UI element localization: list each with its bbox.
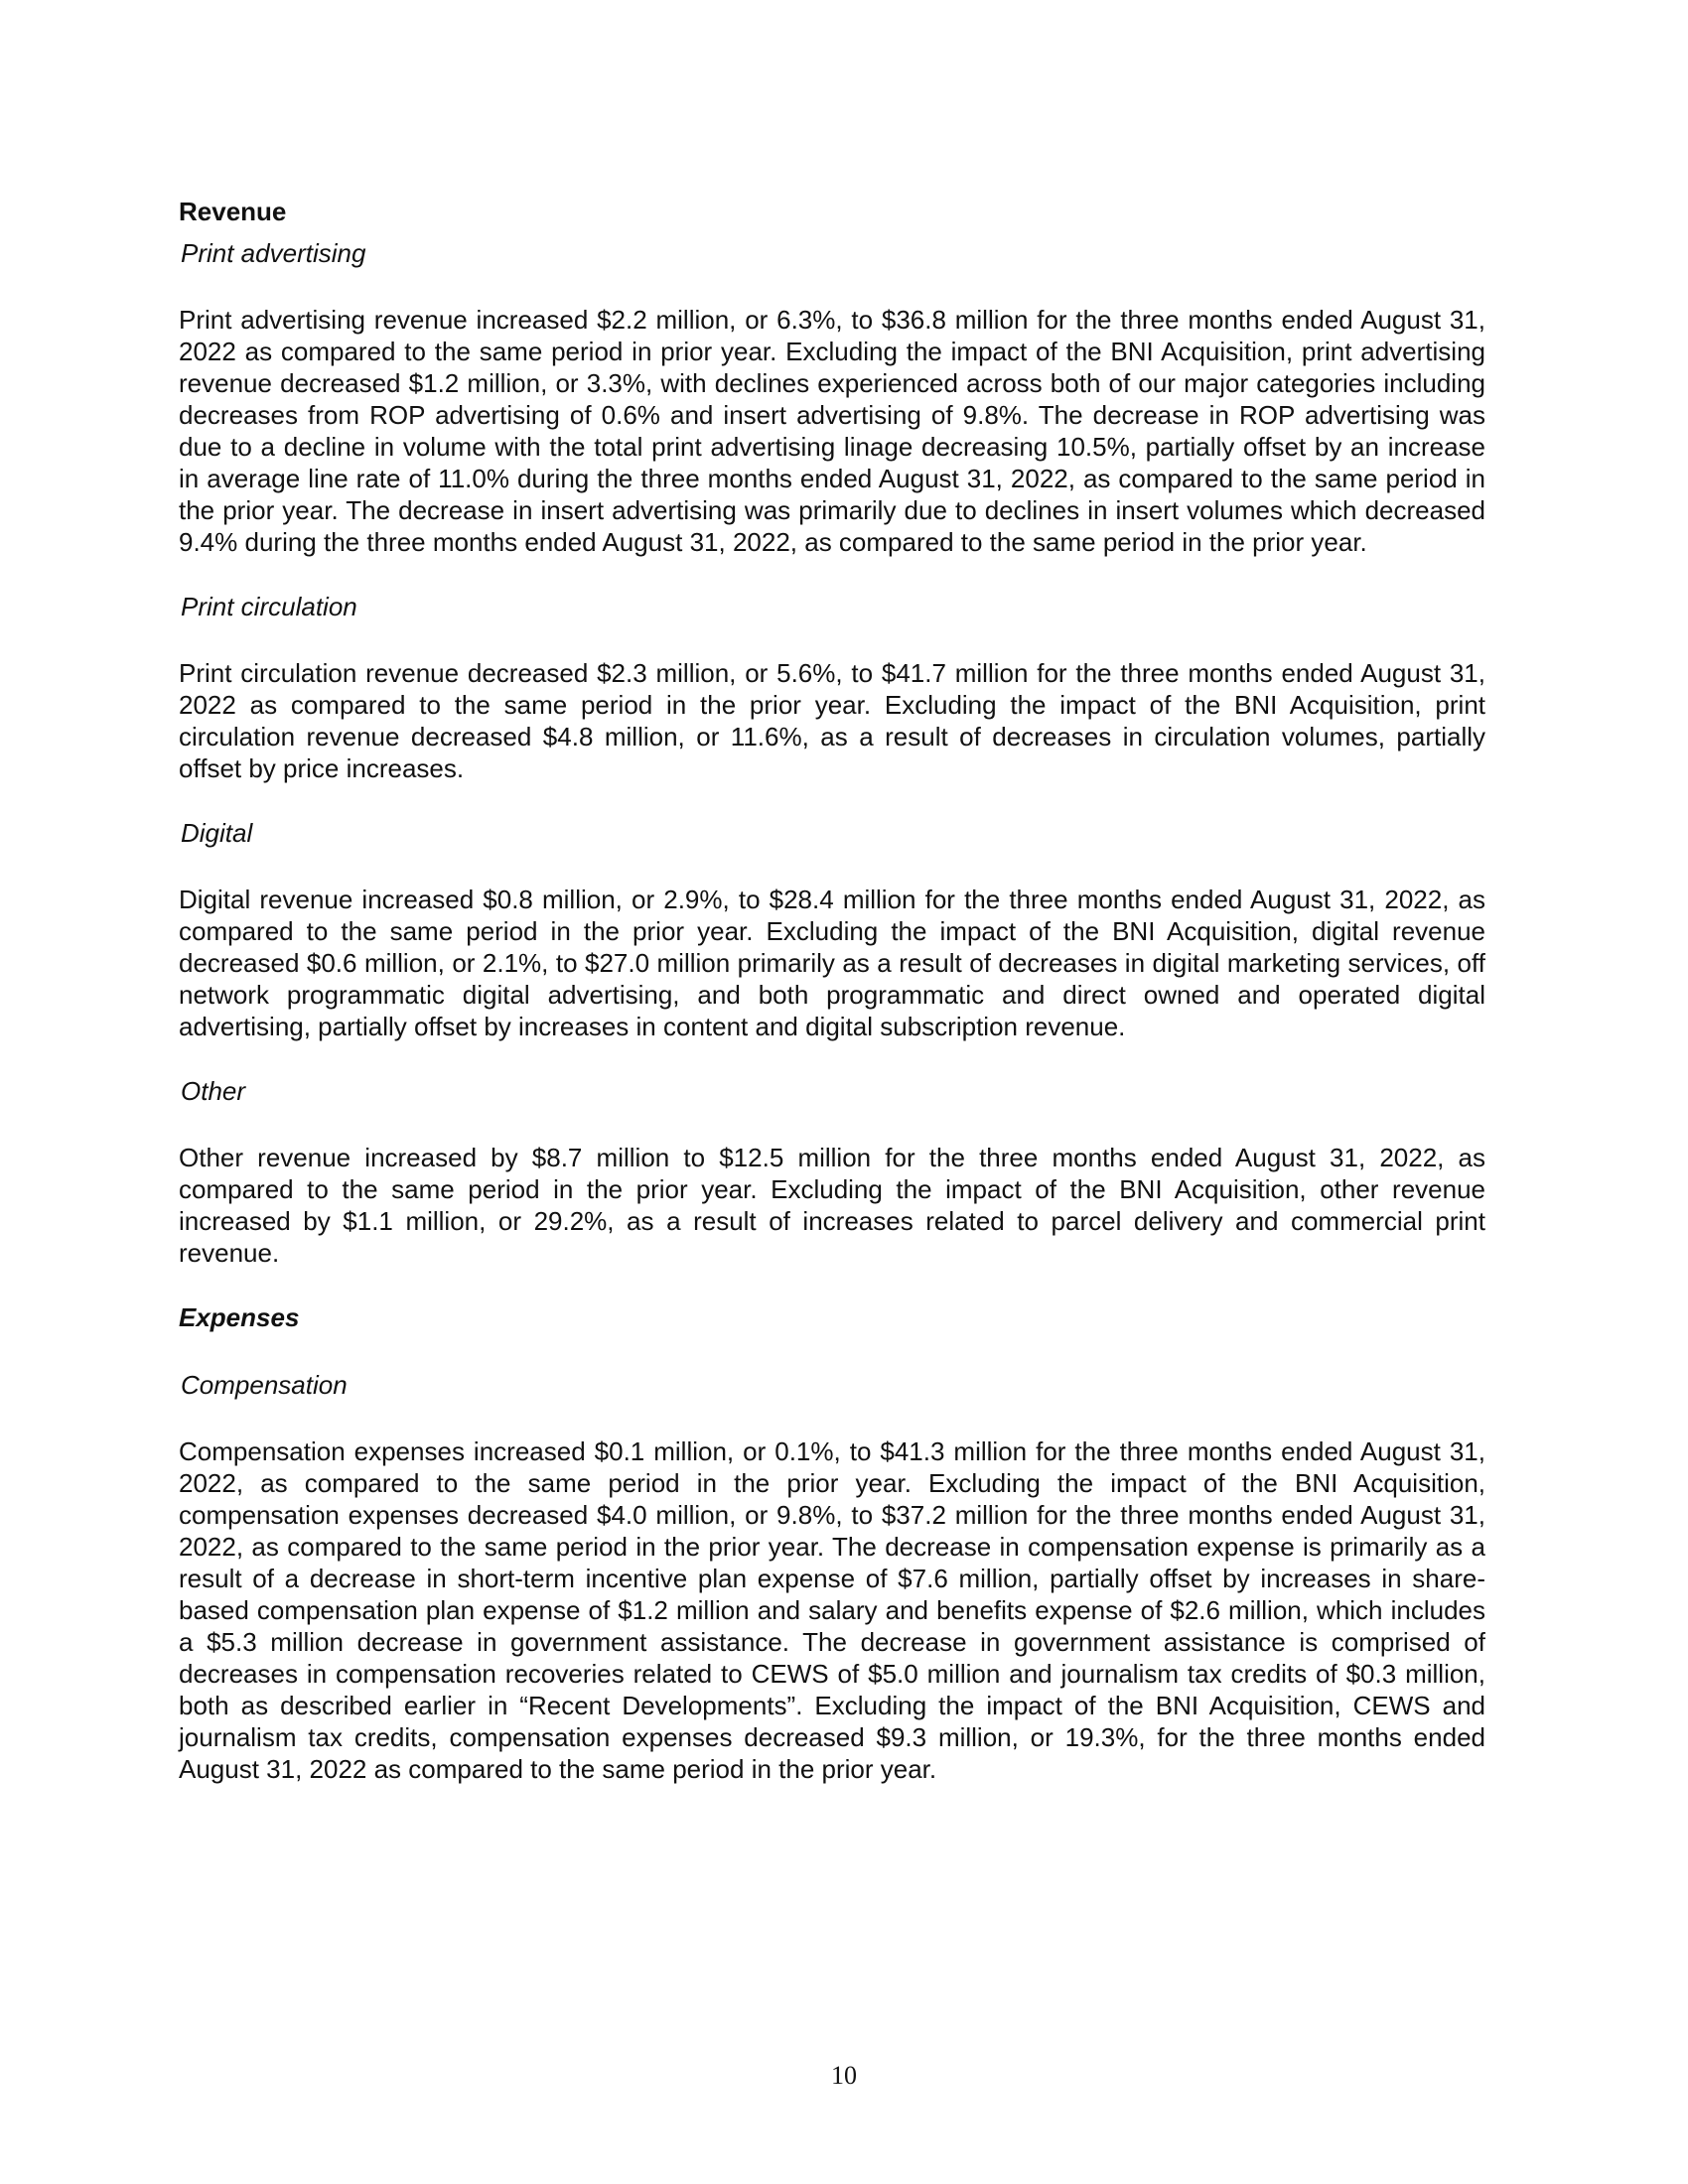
paragraph-compensation: Compensation expenses increased $0.1 million, or 0.1%, to $41.3 million for the three months ended August 31, 2022, as compared to the same period in the prior year. Excluding the impact of the BNI Acquisition, compensation expenses decreased $4.0 million, or 9.8%, to $37.2 million for the three months ended August 31, 2022, as compared to the same period in the prior year. The decrease in compensation expense is primarily as a result of a decrease in short-term incentive plan expense of $7.6 million, partially offset by increases in share-based compensation plan expense of $1.2 million and salary and benefits expense of $2.6 million, which includes a $5.3 million decrease in government assistance. The decrease in government assistance is comprised of decreases in compensation recoveries related to CEWS of $5.0 million and journalism tax credits of $0.3 million, both as described earlier in “Recent Developments”. Excluding the impact of the BNI Acquisition, CEWS and journalism tax credits, compensation expenses decreased $9.3 million, or 19.3%, for the three months ended August 31, 2022 as compared to the same period in the prior year.: [179, 1436, 1485, 1784]
paragraph-other: Other revenue increased by $8.7 million to $12.5 million for the three months ended August 31, 2022, as compared to the same period in the prior year. Excluding the impact of the BNI Acquisition, other revenue increased by $1.1 million, or 29.2%, as a result of increases related to parcel delivery and commercial print revenue.: [179, 1143, 1485, 1268]
paragraph-digital: Digital revenue increased $0.8 million, or 2.9%, to $28.4 million for the three months ended August 31, 2022, as compared to the same period in the prior year. Excluding the impact of the BNI Acquisition, digital revenue decreased $0.6 million, or 2.1%, to $27.0 million primarily as a result of decreases in digital marketing services, off network programmatic digital advertising, and both programmatic and direct owned and operated digital advertising, partially offset by increases in content and digital subscription revenue.: [179, 885, 1485, 1041]
section-heading-expenses: Expenses: [179, 1302, 300, 1332]
section-heading-revenue: Revenue: [179, 197, 287, 226]
subheading-digital: Digital: [181, 818, 253, 848]
page-number: 10: [831, 2061, 857, 2090]
paragraph-print-circulation: Print circulation revenue decreased $2.3 million, or 5.6%, to $41.7 million for the three months ended August 31, 2022 as compared to the same period in the prior year. Excluding the impact of the BNI Acquisition, print circulation revenue decreased $4.8 million, or 11.6%, as a result of decreases in circulation volumes, partially offset by price increases.: [179, 658, 1485, 783]
subheading-other: Other: [181, 1076, 246, 1106]
subheading-compensation: Compensation: [181, 1370, 348, 1400]
subheading-print-circulation: Print circulation: [181, 592, 357, 621]
subheading-print-advertising: Print advertising: [181, 238, 366, 268]
document-page: [179, 195, 1485, 1817]
paragraph-print-advertising: Print advertising revenue increased $2.2 million, or 6.3%, to $36.8 million for the three months ended August 31, 2022 as compared to the same period in prior year. Excluding the impact of the BNI Acquisition, print advertising revenue decreased $1.2 million, or 3.3%, with declines experienced across both of our major categories including decreases from ROP advertising of 0.6% and insert advertising of 9.8%. The decrease in ROP advertising was due to a decline in volume with the total print advertising linage decreasing 10.5%, partially offset by an increase in average line rate of 11.0% during the three months ended August 31, 2022, as compared to the same period in the prior year. The decrease in insert advertising was primarily due to declines in insert volumes which decreased 9.4% during the three months ended August 31, 2022, as compared to the same period in the prior year.: [179, 305, 1485, 557]
